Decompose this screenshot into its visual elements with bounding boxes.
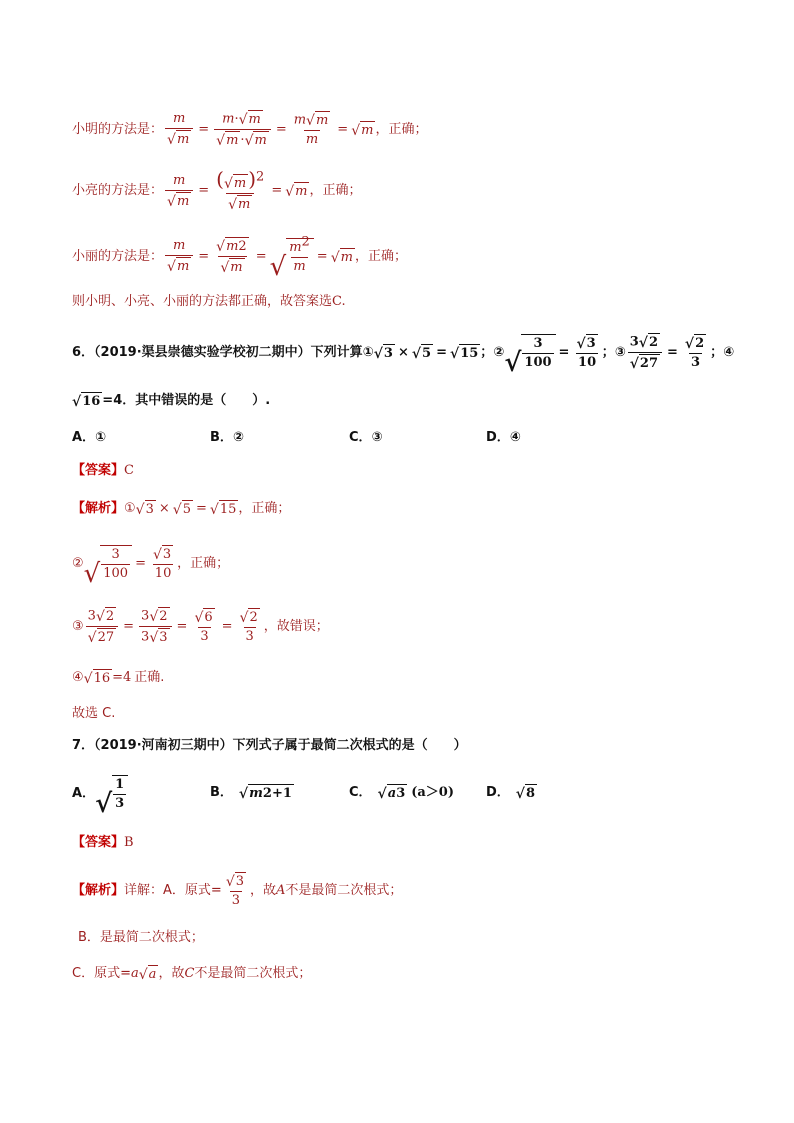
separator: ；② (480, 344, 505, 360)
conclusion-letter: C. (332, 294, 346, 309)
option-c-condition: (a＞0) (411, 785, 455, 800)
radicand: 6 (204, 610, 213, 625)
option-d[interactable]: D．④ (486, 430, 521, 445)
fraction: 3 √ 2 3 √ 3 (139, 607, 171, 646)
denominator: 3 (231, 893, 241, 908)
radicand: 2 (695, 336, 705, 351)
q7-analysis-line-3: C．原式= a √ a ，故 C 不是最简二次根式； (72, 966, 312, 983)
fraction: m √ m (165, 111, 193, 148)
radicand: 2 (105, 609, 115, 624)
option-b[interactable]: B． √ m 2 +1 (210, 785, 292, 802)
radicand: 5 (422, 345, 432, 361)
coefficient: 3 (141, 629, 150, 645)
wrong-text: ，故错误； (263, 618, 329, 634)
xiaoli-label: 小丽的方法是： (72, 248, 164, 264)
circled-number: ① (124, 501, 136, 516)
circled-number: ③ (72, 618, 84, 634)
radicand: 27 (639, 356, 659, 371)
radicand: 2 (648, 335, 659, 350)
var-m: m (289, 240, 302, 255)
radicand: a (148, 967, 157, 982)
radicand: 15 (219, 502, 237, 517)
radicand: m (315, 113, 329, 128)
correct-text: ，正确； (309, 183, 362, 199)
denominator: m (293, 259, 306, 274)
coefficient: 3 (141, 608, 150, 624)
fraction: m √ m (165, 173, 193, 210)
denominator: 100 (524, 355, 552, 370)
circled-number: ② (72, 555, 84, 571)
option-c-label: C． (349, 785, 372, 800)
var-a: a (387, 786, 397, 801)
radicand: 3 (145, 502, 154, 517)
analysis-line-3: ③ 3 √ 2 √ 27 = 3 √ 2 3 √ 3 = √ 6 3 = √ 2 3 ，故错误； (72, 608, 329, 646)
answer-value: B (124, 835, 134, 850)
question-7-options (72, 775, 592, 819)
question-6-options (72, 430, 592, 446)
coefficient: 3 (87, 608, 96, 624)
radicand: m (248, 112, 261, 127)
option-a-label: A． (72, 785, 96, 801)
radicand: 3 (159, 630, 168, 645)
plus-one: +1 (271, 786, 292, 801)
denominator: 3 (245, 629, 254, 644)
denominator: 3 (200, 629, 209, 644)
radicand: 8 (526, 786, 536, 801)
denominator: 3 (115, 796, 125, 811)
fraction: m √ m m (293, 112, 329, 147)
question-7-text: 7．（2019·河南初三期中）下列式子属于最简二次根式的是（ ） (72, 738, 467, 753)
radicand: m (361, 122, 374, 138)
numerator: m (172, 172, 186, 188)
var-A: A (276, 882, 286, 898)
circled-number: ④ (72, 670, 84, 685)
fraction: 3 √ 2 √ 27 (86, 607, 118, 646)
xiaoming-method-line: 小明的方法是： m √ m = m· √ m √ m · √ m = m √ m m = √ m ，正确； (72, 111, 428, 149)
radicand: 16 (82, 394, 101, 409)
separator: ；③ (601, 344, 626, 360)
analysis-line-1: 【解析】 ① √ 3 × √ 5 = √ 15 ，正确； (72, 501, 291, 518)
fraction: √ 3 10 (576, 336, 597, 370)
correct-text: ，正确； (238, 501, 291, 516)
analysis-tag: 【解析】 (72, 882, 125, 898)
fraction: m √ m (165, 238, 193, 275)
radicand: 16 (93, 671, 111, 686)
denominator: 3 (691, 355, 701, 370)
radicand: m (238, 196, 251, 212)
numerator: 3 (533, 336, 543, 351)
fraction: 3 √ 2 √ 27 (628, 333, 662, 372)
question-6-stem: 6．（2019·渠县崇德实验学校初二期中）下列计算① √ 3 × √ 5 = √ 15 ；② √ $\frac{3}{100}$ = √ 3 10 ；③ 3 √ 2 √ 27 = √ 2 3 ；④ (72, 334, 735, 378)
fraction: ( √ m )$^2$ √ m (216, 167, 265, 213)
note-text: C．原式= (72, 966, 131, 981)
option-c[interactable]: C． √ a 3 (a＞0) (349, 785, 455, 802)
numerator: 3 (111, 547, 120, 562)
coefficient: 3 (629, 334, 639, 350)
radicand: 15 (460, 345, 479, 361)
xiaoli-method-line: 小丽的方法是： m √ m = √ m 2 √ m = √ $\frac{m^2}{m}$ = √ m ，正确； (72, 234, 407, 282)
var-m: m (249, 786, 263, 801)
note-text: 不是最简二次根式； (194, 966, 312, 981)
analysis-tag: 【解析】 (72, 501, 125, 516)
answer-value: C (124, 463, 134, 478)
option-d-label: D． (486, 785, 510, 800)
option-a[interactable]: A． √ $\frac{1}{3}$ (72, 775, 128, 812)
option-b[interactable]: B．② (210, 430, 244, 445)
question-6-tail: =4．其中错误的是（ ）. (102, 393, 271, 408)
option-a[interactable]: A．① (72, 430, 107, 445)
note-text: ，故 (250, 882, 277, 898)
question-6-lead: 6．（2019·渠县崇德实验学校初二期中）下列计算① (72, 344, 374, 360)
detail-text: 详解：A．原式= (124, 882, 222, 898)
var-m: m (226, 239, 239, 254)
question-6-stem-cont: √ 16 =4．其中错误的是（ ）. (72, 393, 271, 410)
numerator: m (172, 238, 186, 253)
choose-text: 故选 C. (72, 706, 116, 721)
fraction: √ 2 3 (684, 336, 705, 370)
radicand: 2 (249, 610, 258, 625)
xiaoliang-label: 小亮的方法是： (72, 183, 164, 199)
conclusion-line (72, 294, 346, 310)
analysis-line-4: ④ √ 16 =4 正确. (72, 670, 165, 687)
option-b-note: B．是最简二次根式； (78, 930, 204, 945)
var-m: m (222, 111, 235, 127)
radicand: m (230, 260, 243, 275)
separator: ；④ (710, 344, 735, 360)
denominator: 10 (578, 355, 597, 370)
var-a: a (130, 966, 139, 981)
correct-text: ，正确； (375, 121, 428, 137)
xiaoliang-method-line: 小亮的方法是： m √ m = ( √ m )$^2$ √ m = √ m ，正确； (72, 167, 362, 213)
option-b-label: B． (210, 785, 233, 800)
question-7-answer (72, 835, 134, 851)
var-m: m (293, 112, 307, 128)
radicand: 5 (182, 502, 191, 517)
radicand: m (295, 184, 308, 200)
correct-text: 正确. (134, 670, 165, 685)
var-C: C (184, 966, 195, 981)
option-c[interactable]: C．③ (349, 430, 383, 445)
radicand: m (340, 249, 353, 265)
fraction: m· √ m √ m · √ m (214, 110, 271, 149)
fraction: √ 3 3 (225, 874, 245, 908)
question-7-stem (72, 738, 467, 754)
exponent: 2 (256, 169, 265, 185)
fraction: √ 3 10 (152, 547, 172, 581)
q7-analysis-line-1 (72, 872, 402, 909)
answer-tag: 【答案】 (72, 835, 125, 850)
q7-analysis-line-2 (78, 930, 204, 946)
radicand: 3 (586, 336, 596, 351)
option-d[interactable]: D． √ 8 (486, 785, 536, 802)
exponent: 2 (301, 234, 310, 250)
times-sign: × (158, 501, 170, 516)
note-text: ，故 (158, 966, 185, 981)
denominator: 10 (154, 566, 172, 581)
radicand: m (176, 132, 190, 147)
radicand: m (226, 133, 239, 148)
radicand: m (176, 193, 190, 209)
fraction: √ 6 3 (194, 610, 213, 644)
question-6-choose (72, 706, 115, 722)
answer-tag: 【答案】 (72, 463, 125, 478)
denominator: m (305, 132, 319, 147)
xiaoming-label: 小明的方法是： (72, 121, 164, 137)
radicand: 3 (383, 345, 393, 361)
correct-text: ，正确； (177, 555, 230, 571)
radicand: m (254, 133, 267, 148)
fraction: √ 2 3 (239, 610, 258, 644)
times-sign: × (397, 344, 409, 360)
conclusion-text: 则小明、小亮、小丽的方法都正确，故答案选 (72, 294, 333, 309)
numerator: m (172, 111, 186, 126)
denominator: 100 (103, 566, 129, 581)
equals-four: =4 (112, 670, 132, 685)
radicand: m (176, 259, 190, 274)
radicand: 2 (159, 609, 168, 624)
numerator: 1 (115, 777, 125, 792)
question-6-answer (72, 463, 134, 479)
note-text: 不是最简二次根式； (285, 882, 403, 898)
radicand: 3 (235, 874, 245, 889)
radicand: m (233, 175, 247, 191)
radicand: 27 (97, 630, 115, 645)
correct-text: ，正确； (354, 248, 407, 264)
fraction: √ m 2 √ m (216, 239, 247, 276)
analysis-line-2: ② √ $\frac{3}{100}$ = √ 3 10 ，正确； (72, 547, 230, 589)
radicand: 3 (162, 547, 172, 562)
